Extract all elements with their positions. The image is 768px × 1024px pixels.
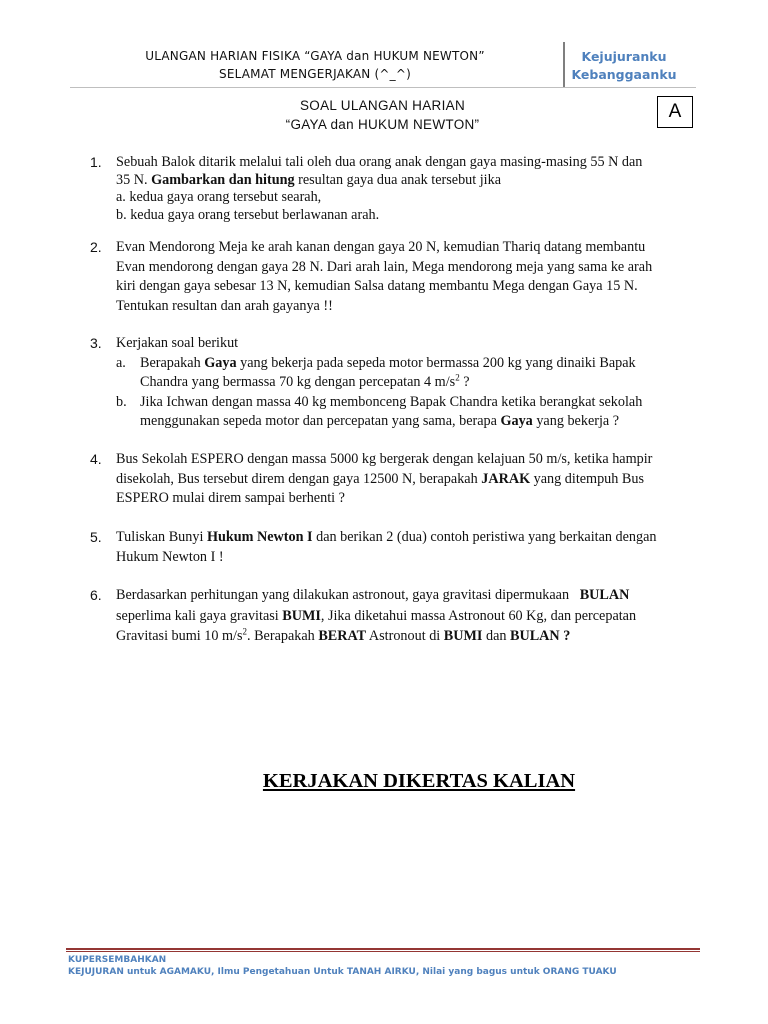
header-divider	[563, 42, 565, 88]
exam-title-line-2: “GAYA dan HUKUM NEWTON”	[285, 117, 480, 132]
footer-rule-thin	[66, 951, 700, 952]
question-2	[90, 238, 702, 317]
emphasis-text: Hukum Newton I	[206, 529, 313, 545]
emphasis-text: Gambarkan dan hitung	[151, 171, 295, 188]
header-left	[70, 47, 560, 83]
question-text: Bus Sekolah ESPERO dengan massa 5000 kg bergerak dengan kelajuan 50 m/s, ketika hampir	[116, 451, 653, 467]
question-text: Tuliskan Bunyi Hukum Newton I dan berikan 2 (dua) contoh peristiwa yang berkaitan dengan	[116, 529, 657, 545]
sub-letter: b.	[116, 393, 127, 410]
emphasis-text: BUMI	[282, 607, 321, 624]
question-number: 6.	[90, 587, 102, 603]
exam-title	[180, 96, 585, 134]
question-1	[90, 154, 702, 224]
header-title-line: ULANGAN HARIAN FISIKA “GAYA dan HUKUM NEWTON”	[145, 49, 485, 63]
question-text: Sebuah Balok ditarik melalui tali oleh dua orang anak dengan gaya masing-masing 55 N dan	[116, 154, 643, 170]
question-4	[90, 450, 702, 509]
header-right	[566, 48, 682, 84]
footer-rule	[66, 948, 700, 950]
sub-letter: a.	[116, 354, 126, 371]
emphasis-text: BUMI	[443, 628, 483, 644]
question-text: seperlima kali gaya gravitasi BUMI, Jika diketahui massa Astronout 60 Kg, dan percepatan	[116, 607, 637, 624]
footer-motto: KEJUJURAN untuk AGAMAKU, Ilmu Pengetahuan Untuk TANAH AIRKU, Nilai yang bagus untuk ORANG TUAKU	[68, 967, 617, 977]
question-text: Berapakah Gaya yang bekerja pada sepeda motor bermassa 200 kg yang dinaiki Bapak	[140, 354, 636, 371]
question-number: 2.	[90, 239, 102, 255]
question-text: menggunakan sepeda motor dan percepatan yang sama, berapa Gaya yang bekerja ?	[140, 413, 620, 429]
sub-question-b	[116, 393, 702, 432]
question-text: Gravitasi bumi 10 $m/s^2$. Berapakah BERAT Astronout di BUMI dan BULAN ?	[116, 626, 571, 644]
question-text: Evan Mendorong Meja ke arah kanan dengan gaya 20 N, kemudian Thariq datang membantu	[116, 239, 646, 255]
sub-question-a	[116, 354, 702, 393]
question-text: Kerjakan soal berikut	[116, 335, 239, 351]
option-b: b. kedua gaya orang tersebut berlawanan arah.	[116, 206, 380, 223]
question-text: kiri dengan gaya sebesar 13 N, kemudian Salsa datang membantu Mega dengan Gaya 15 N.	[116, 278, 638, 295]
emphasis-text: JARAK	[481, 470, 531, 487]
question-text: Jika Ichwan dengan massa 40 kg membonceng Bapak Chandra ketika berangkat sekolah	[140, 393, 643, 410]
question-number: 4.	[90, 451, 102, 467]
option-a: a. kedua gaya orang tersebut searah,	[116, 189, 322, 205]
question-text: Chandra yang bermassa 70 kg dengan percepatan 4 $m/s^2$ ?	[140, 372, 470, 390]
emphasis-text: BERAT	[318, 628, 367, 644]
emphasis-text: BULAN ?	[510, 628, 571, 644]
header-rule	[70, 87, 696, 88]
exam-title-line-1: SOAL ULANGAN HARIAN	[300, 98, 465, 113]
question-text: Tentukan resultan dan arah gayanya !!	[116, 298, 333, 315]
question-number: 5.	[90, 529, 102, 545]
header-motto-2: Kebanggaanku	[571, 67, 677, 82]
version-box: A	[657, 96, 693, 128]
question-text: 35 N. Gambarkan dan hitung resultan gaya dua anak tersebut jika	[116, 171, 502, 188]
question-text: disekolah, Bus tersebut direm dengan gaya 12500 N, berapakah JARAK yang ditempuh Bus	[116, 470, 644, 487]
header-greeting-line: SELAMAT MENGERJAKAN (^_^)	[219, 67, 411, 81]
emphasis-text: Gaya	[204, 354, 237, 371]
footer-dedication: KUPERSEMBAHKAN	[68, 955, 167, 965]
question-text: Evan mendorong dengan gaya 28 N. Dari arah lain, Mega mendorong meja yang sama ke arah	[116, 258, 653, 275]
question-3	[90, 334, 702, 432]
question-number: 1.	[90, 154, 102, 170]
question-5	[90, 527, 702, 567]
emphasis-text: BULAN	[579, 587, 630, 603]
question-6	[90, 585, 702, 647]
question-text: Hukum Newton I !	[116, 549, 224, 565]
instruction-heading: KERJAKAN DIKERTAS KALIAN	[262, 770, 576, 792]
emphasis-text: Gaya	[500, 413, 533, 429]
question-text: Berdasarkan perhitungan yang dilakukan astronout, gaya gravitasi dipermukaan BULAN	[116, 587, 630, 603]
question-text: ESPERO mulai direm sampai berhenti ?	[116, 490, 345, 507]
question-number: 3.	[90, 335, 102, 351]
header-motto-1: Kejujuranku	[581, 49, 667, 64]
